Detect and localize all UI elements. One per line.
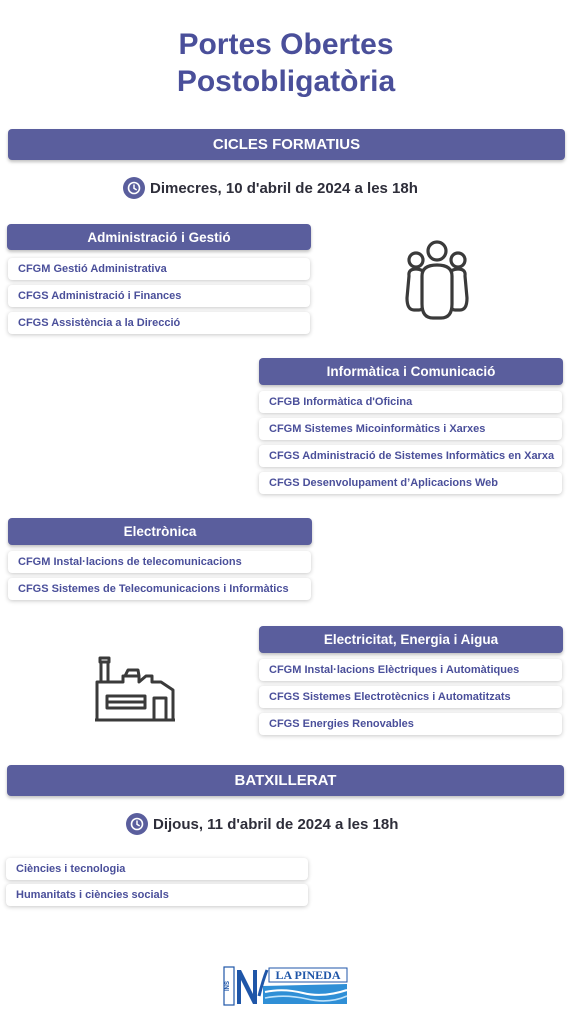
- batxillerat-item[interactable]: Humanitats i ciències socials: [6, 884, 308, 906]
- course-item[interactable]: CFGS Sistemes de Telecomunicacions i Informàtics: [8, 578, 311, 600]
- title-line-1: Portes Obertes: [178, 28, 394, 61]
- logo-text: LA PINEDA: [275, 968, 341, 982]
- family-header-informatica: Informàtica i Comunicació: [259, 358, 563, 385]
- cicles-date: [123, 177, 418, 199]
- family-header-electricitat: Electricitat, Energia i Aigua: [259, 626, 563, 653]
- cicles-date-text: Dimecres, 10 d'abril de 2024 a les 18h: [150, 179, 418, 197]
- factory-icon: [94, 652, 176, 724]
- batxillerat-date-text: Dijous, 11 d'abril de 2024 a les 18h: [153, 815, 399, 833]
- batxillerat-item[interactable]: Ciències i tecnologia: [6, 858, 308, 880]
- clock-icon: [123, 177, 145, 199]
- title-line-2: Postobligatòria: [176, 65, 396, 98]
- cicles-formatius-header: CICLES FORMATIUS: [8, 129, 565, 160]
- course-item[interactable]: CFGB Informàtica d'Oficina: [259, 391, 562, 413]
- family-header-electronica: Electrònica: [8, 518, 312, 545]
- logo-initials: INS: [225, 980, 231, 992]
- course-item[interactable]: CFGS Sistemes Electrotècnics i Automatitzats: [259, 686, 562, 708]
- course-item[interactable]: CFGM Instal·lacions de telecomunicacions: [8, 551, 311, 573]
- course-item[interactable]: CFGS Energies Renovables: [259, 713, 562, 735]
- family-header-administracio: Administració i Gestió: [7, 224, 311, 250]
- course-item[interactable]: CFGS Assistència a la Direcció: [8, 312, 310, 334]
- people-icon: [400, 238, 474, 322]
- school-logo: [223, 966, 349, 1006]
- course-item[interactable]: CFGM Gestió Administrativa: [8, 258, 310, 280]
- course-item[interactable]: CFGS Administració de Sistemes Informàtics en Xarxa: [259, 445, 562, 467]
- clock-icon: [126, 813, 148, 835]
- page-title: [0, 26, 572, 100]
- batxillerat-date: [126, 813, 398, 835]
- course-item[interactable]: CFGS Administració i Finances: [8, 285, 310, 307]
- course-item[interactable]: CFGS Desenvolupament d’Aplicacions Web: [259, 472, 562, 494]
- course-item[interactable]: CFGM Instal·lacions Elèctriques i Automàtiques: [259, 659, 562, 681]
- course-item[interactable]: CFGM Sistemes Micoinformàtics i Xarxes: [259, 418, 562, 440]
- batxillerat-header: BATXILLERAT: [7, 765, 564, 796]
